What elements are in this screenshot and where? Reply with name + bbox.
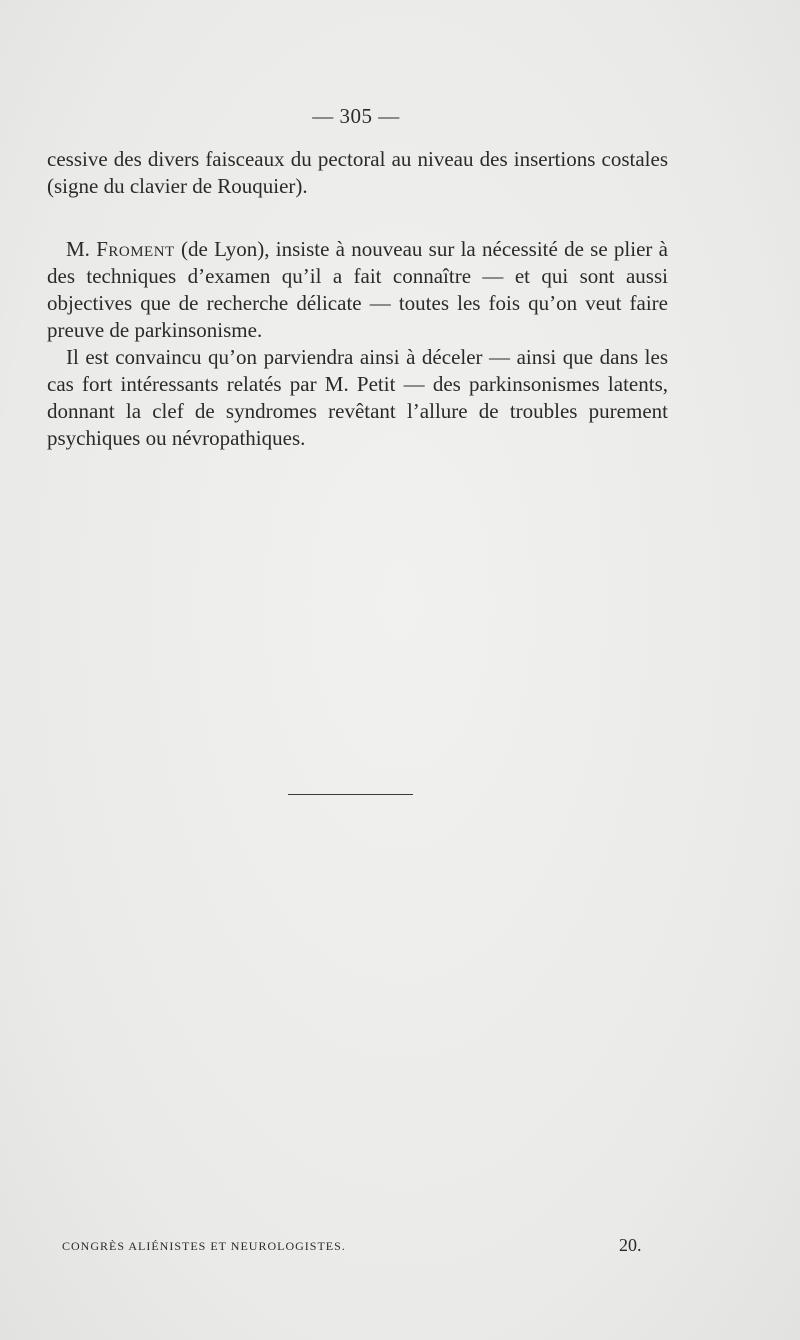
speaker-name: Froment: [96, 237, 175, 261]
footer-signature: CONGRÈS ALIÉNISTES ET NEUROLOGISTES.: [62, 1239, 346, 1253]
paragraph-froment-text: (de Lyon), insiste à nouveau sur la nécessité de se plier à des techniques d’examen qu’il a fait connaître — et qui sont aussi objectives que de recherche délicate — toutes les fois qu’on veut faire preuve de parkinsonisme.: [47, 237, 668, 342]
body-text: [47, 146, 668, 452]
paragraph-continuation: cessive des divers faisceaux du pectoral au niveau des insertions costales (signe du clavier de Rouquier).: [47, 147, 668, 198]
paragraph-conclusion: Il est convaincu qu’on parviendra ainsi à déceler — ainsi que dans les cas fort intéressants relatés par M. Petit — des parkinsonismes latents, donnant la clef de syndromes revêtant l’allure de troubles purement psychiques ou névropathiques.: [47, 345, 668, 450]
page-number: — 305 —: [312, 104, 400, 128]
paragraph-froment: [47, 236, 668, 344]
section-divider-rule: [288, 794, 413, 795]
footer-sheet-number: 20.: [619, 1235, 642, 1255]
speaker-prefix: M.: [66, 237, 97, 261]
